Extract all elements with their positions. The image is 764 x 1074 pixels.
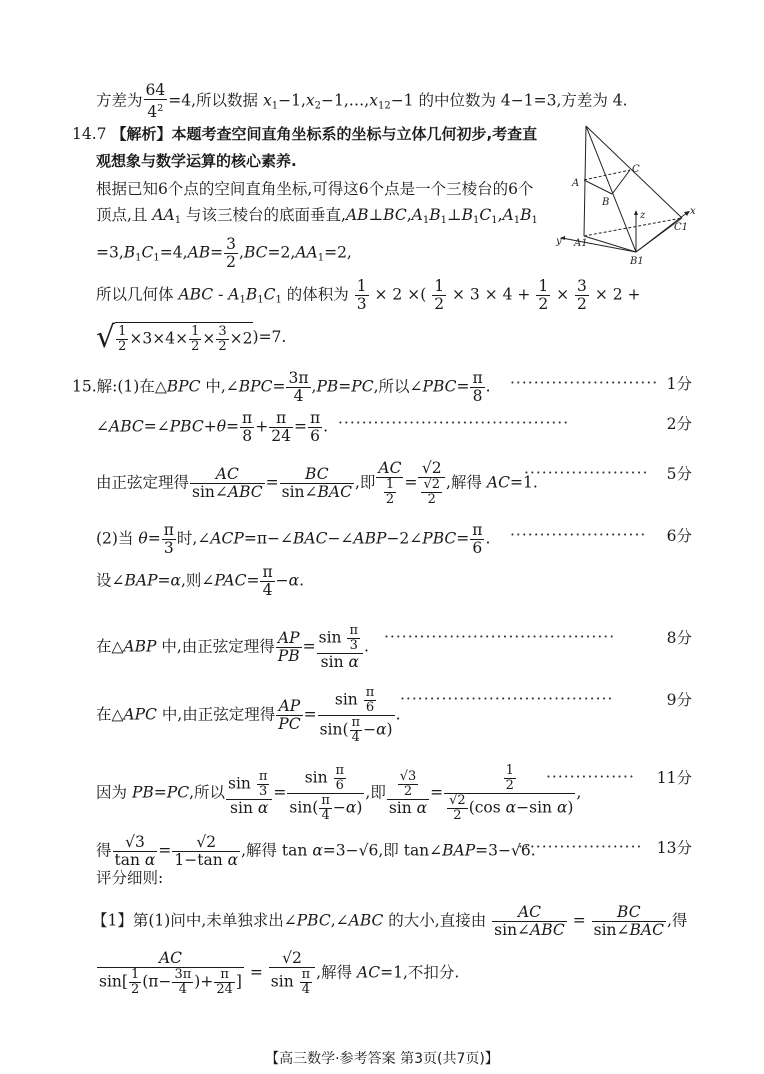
score: 11分: [656, 769, 692, 787]
score: 5分: [666, 465, 692, 483]
fraction: $\frac{3}{2}$: [226, 235, 237, 271]
label-C1: C1: [674, 222, 689, 233]
q15-line-2: ∠ABC=∠PBC+θ= $\frac{\pi}{8}$ + $\frac{\pi}{24}$ = $\frac{\pi}{6}$ .: [96, 409, 329, 445]
intro-line: 方差为 $\frac{64}{4^2}$ =4,所以数据 $x_1-1,x_2-1,\dots,x_{12}-1$ 的中位数为 4−1=3,方差为 4.: [96, 81, 628, 121]
label-B1: B1: [630, 256, 644, 267]
rubric-item-2: AC sin[ $\frac{1}{2}$ (π− $\frac{3\pi}{4}$ )+ $\frac{\pi}{24}$ ] = √2 sin $\frac{\pi}{4}$ ,解得 AC=1,不扣分.: [99, 949, 460, 997]
score: 8分: [666, 629, 692, 647]
q15-line-1: 15.解:(1)在△BPC 中,∠BPC= $\frac{3\pi}{4}$ ,PB=PC,所以∠PBC= $\frac{\pi}{8}$ .: [72, 369, 491, 405]
score: 6分: [666, 527, 692, 545]
q14-analysis-text-1: 本题考查空间直角坐标系的坐标与立体几何初步,考查直: [171, 125, 538, 143]
score: 2分: [666, 415, 692, 433]
page-footer: 【高三数学·参考答案 第3页(共7页)】: [265, 1051, 499, 1067]
q15-line-3: 由正弦定理得 $\frac{AC}{\text{sin∠ABC}}$ = $\frac{BC}{\text{sin∠BAC}}$ ,即 $\frac{AC}{\frac{1}{2}}$ = $\frac{√2}{\frac{√2}{2}}$ ,解得 AC=1.: [96, 459, 538, 507]
q15-line-6: 在△ABP 中,由正弦定理得 $\frac{AP}{PB}$ = sin $\frac{\pi}{3}$ sin α .: [96, 623, 369, 671]
q14-volume-1: 所以几何体 ABC - $A_1B_1C_1$ 的体积为 $\frac{1}{3}$ × 2 ×( $\frac{1}{2}$ × 3 × 4 + $\frac{1}{2}$ × $\frac{3}{2}$ × 2 +: [96, 277, 641, 313]
score: 9分: [666, 691, 692, 709]
q14-volume-2: √ $\frac{1}{2}$ ×3×4× $\frac{1}{2}$ × $\frac{3}{2}$ ×2)=7.: [96, 320, 287, 355]
label-B: B: [602, 197, 610, 208]
q15-line-8: 因为 PB=PC,所以 sin $\frac{\pi}{3}$ sin α = sin $\frac{\pi}{6}$ sin( $\frac{\pi}{4}$ −α) ,即 $\frac{\frac{√3}{2}}{\text{sin α}}$ = $\frac{1}{2}$ $\frac{√2}{2}$ (cos α−sin α) ,: [96, 763, 582, 823]
q14-body-3: $=3,B_1C_1=4,AB=$ $\frac{3}{2}$ $,BC=2,AA_1=2$,: [96, 235, 352, 271]
q14-header: [72, 124, 537, 144]
rubric-item-1: 【1】第(1)问中,未单独求出∠PBC,∠ABC 的大小,直接由 $\frac{AC}{\text{sin∠ABC}}$ = $\frac{BC}{\text{sin∠BAC}}$ ,得: [92, 903, 688, 939]
q14-analysis-text-2: 观想象与数学运算的核心素养.: [96, 152, 297, 170]
q14-body-1: 根据已知6个点的空间直角坐标,可得这6个点是一个三棱台的6个: [96, 180, 534, 198]
q14-body-2: 顶点,且 $AA_1$ 与该三棱台的底面垂直$,AB\perp BC,A_1B_1\perp B_1C_1,A_1B_1$: [96, 206, 538, 226]
label-C: C: [632, 164, 640, 175]
score: 1分: [666, 375, 692, 393]
q15-line-4: (2)当 θ= $\frac{\pi}{3}$ 时,∠ACP=π−∠BAC−∠ABP−2∠PBC= $\frac{\pi}{6}$ .: [96, 521, 491, 557]
label-x: x: [690, 206, 696, 217]
label-A1: A1: [574, 238, 588, 249]
label-A: A: [572, 178, 580, 189]
q14-analysis-label: 【解析】: [111, 125, 172, 143]
q15-line-9: 得 $\frac{√3}{\text{tan α}}$ = $\frac{√2}{\text{1−tan α}}$ ,解得 tan α=3−√6,即 tan∠BAP=3−√6.: [96, 833, 536, 869]
frustum-figure: [552, 118, 702, 268]
fraction: $\frac{64}{4^2}$: [145, 81, 166, 121]
q15-line-5: 设∠BAP=α,则∠PAC= $\frac{\pi}{4}$ −α.: [96, 563, 305, 599]
rubric-title: 评分细则:: [96, 869, 164, 887]
label-y: y: [556, 236, 562, 247]
q14-number: 14.7: [72, 125, 107, 143]
q15-line-7: 在△APC 中,由正弦定理得 $\frac{AP}{PC}$ = sin $\frac{\pi}{6}$ sin( $\frac{\pi}{4}$ −α) .: [96, 685, 401, 745]
label-z: z: [640, 210, 646, 221]
score: 13分: [656, 839, 692, 857]
